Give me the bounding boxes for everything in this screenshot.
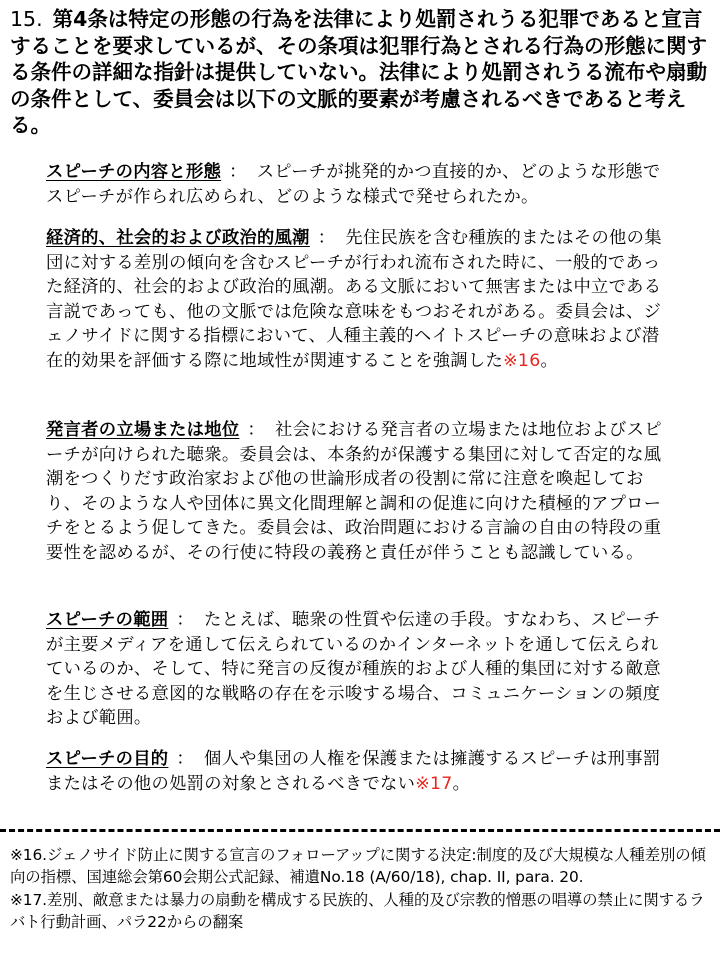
paragraph-number: 15. xyxy=(10,7,43,31)
item-colon: ： xyxy=(176,610,194,630)
item-text: 個人や集団の人権を保護または擁護するスピーチは刑事罰またはその他の処罰の対象とされるべきでない xyxy=(46,749,661,794)
item-text-end: 。 xyxy=(452,773,471,794)
item-colon: ： xyxy=(317,228,336,248)
item-text: スピーチが挑発的かつ直接的か、どのような形態でスピーチが作られ広められ、どのような様式で発せられたか。 xyxy=(46,162,661,207)
list-item-speech-purpose xyxy=(46,747,674,796)
footnote-mark: ※16. xyxy=(10,846,47,864)
item-term: スピーチの範囲 xyxy=(46,610,169,630)
item-term: 経済的、社会的および政治的風潮 xyxy=(46,228,310,248)
item-colon: ： xyxy=(176,749,194,769)
list-item-content-form xyxy=(46,160,674,209)
item-text: たとえば、聴衆の性質や伝達の手段。すなわち、スピーチが主要メディアを通して伝えられているのかインターネットを通して伝えられているのか、そして、特に発言の反復が種族的および人種的集団に対する敵意を生じさせる意図的な戦略の存在を示唆する場合、コミュニケーションの頻度および範囲。 xyxy=(46,610,661,728)
footnote-mark: ※17. xyxy=(10,890,47,909)
item-colon: ： xyxy=(229,162,247,182)
footnote-17 xyxy=(10,889,712,934)
item-text-end: 。 xyxy=(540,350,559,371)
footnote-ref-16[interactable]: ※16 xyxy=(503,350,541,371)
list-item-speech-scope xyxy=(46,608,674,731)
item-text: 社会における発言者の立場または地位およびスピーチが向けられた聴衆。委員会は、本条約が保護する集団に対して否定的な風潮をつくりだす政治家および他の世論形成者の役割に常に注意を喚起しており、そのような人や団体に異文化間理解と調和の促進に向けた積極的アプローチをとるよう促してきた。委員会は、政治問題における言論の自由の特段の重要性を認めるが、その行使に特段の義務と責任が伴うことも認識している。 xyxy=(46,420,662,563)
paragraph-heading xyxy=(10,6,712,139)
item-colon: ： xyxy=(247,420,265,440)
list-item-economic-climate xyxy=(46,226,674,373)
list-item-speaker-position xyxy=(46,418,674,565)
footnote-text: ジェノサイド防止に関する宣言のフォローアップに関する決定:制度的及び大規模な人種差別の傾向の指標、国連総会第60会期公式記録、補遺No.18 (A/60/18), chap. II, para. 20. xyxy=(10,846,706,887)
item-term: スピーチの内容と形態 xyxy=(46,162,222,182)
paragraph-heading-text: 第4条は特定の形態の行為を法律により処罰されうる犯罪であると宣言することを要求しているが、その条項は犯罪行為とされる行為の形態に関する条件の詳細な指針は提供していない。法律により処罰されうる流布や扇動の条件として、委員会は以下の文脈的要素が考慮されるべきであると考える。 xyxy=(10,7,707,137)
footnote-ref-17[interactable]: ※17 xyxy=(415,773,453,794)
footnotes xyxy=(10,844,712,934)
footnote-16 xyxy=(10,844,712,889)
item-term: スピーチの目的 xyxy=(46,749,169,769)
footnote-divider xyxy=(0,829,720,832)
footnote-text: 差別、敵意または暴力の扇動を構成する民族的、人種的及び宗教的憎悪の唱導の禁止に関するラバト行動計画、パラ22からの翻案 xyxy=(10,890,705,932)
item-term: 発言者の立場または地位 xyxy=(46,420,240,440)
item-text: 先住民族を含む種族的またはその他の集団に対する差別の傾向を含むスピーチが行われ流布された時に、一般的であった経済的、社会的および政治的風潮。ある文脈において無害または中立である言説であっても、他の文脈では危険な意味をもつおそれがある。委員会は、ジェノサイドに関する指標において、人種主義的ヘイトスピーチの意味および潜在的効果を評価する際に地域性が関連することを強調した xyxy=(46,228,662,371)
